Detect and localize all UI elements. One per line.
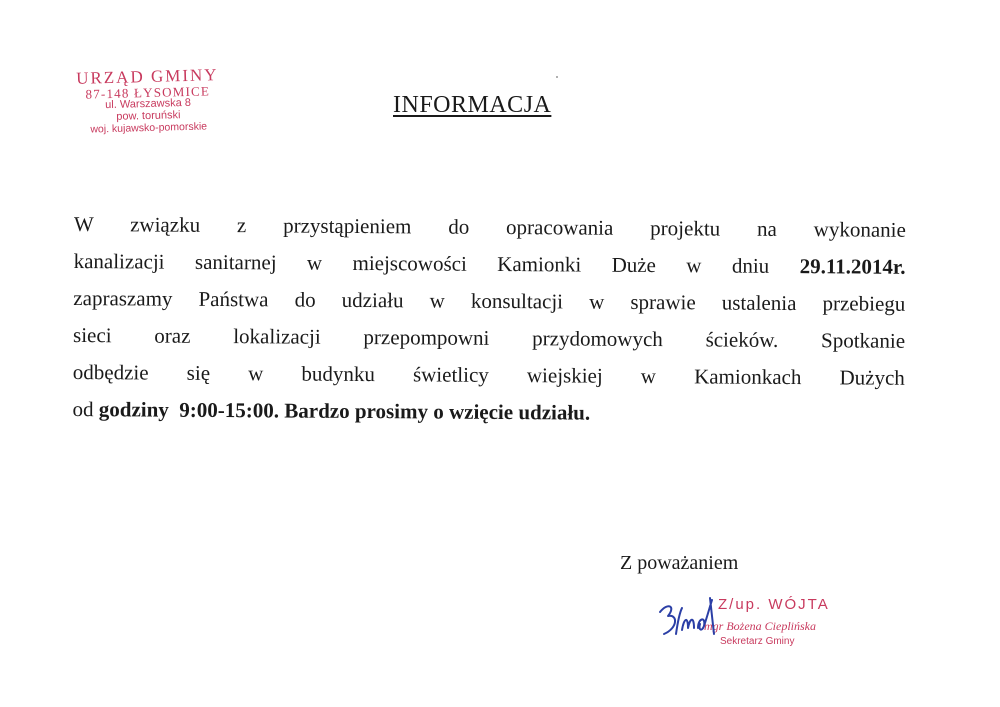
stamp-office-name: URZĄD GMINY xyxy=(75,65,219,88)
stamp-street: ul. Warszawska 8 xyxy=(105,97,192,112)
stamp-county: pow. toruński xyxy=(116,109,181,123)
signatory-name: mgr Bożena Cieplińska xyxy=(704,619,816,633)
body-line-1: W związku z przystąpieniem do opracowania projektu na wykonanie xyxy=(73,211,906,242)
body-line-2-text: kanalizacji sanitarnej w miejscowości Kamionki Duże w dniu xyxy=(73,248,800,279)
office-stamp xyxy=(57,66,239,136)
handwritten-signature xyxy=(654,594,724,646)
stamp-on-behalf: Z/up. WÓJTA xyxy=(718,596,830,613)
scan-speck xyxy=(556,76,558,78)
closing-salutation: Z poważaniem xyxy=(620,552,739,574)
signatory-role: Sekretarz Gminy xyxy=(720,636,795,647)
body-line-4: sieci oraz lokalizacji przepompowni przydomowych ścieków. Spotkanie xyxy=(73,322,906,353)
body-line-3: zapraszamy Państwa do udziału w konsultacji w sprawie ustalenia przebiegu xyxy=(73,285,906,316)
body-line-6 xyxy=(72,391,904,434)
announcement-body xyxy=(72,206,906,434)
stamp-postal-code: 87-148 ŁYSOMICE xyxy=(85,83,211,102)
meeting-date: 29.11.2014r. xyxy=(799,254,906,279)
meeting-hours: godziny 9:00-15:00. Bardzo prosimy o wzięcie udziału. xyxy=(98,397,591,425)
body-line-5: odbędzie się w budynku świetlicy wiejskiej w Kamionkach Dużych xyxy=(72,359,905,390)
body-line-2 xyxy=(73,243,905,286)
page-title: INFORMACJA xyxy=(393,92,552,118)
stamp-voivodeship: woj. kujawsko-pomorskie xyxy=(90,120,208,136)
body-line-6-text: od xyxy=(72,396,99,422)
